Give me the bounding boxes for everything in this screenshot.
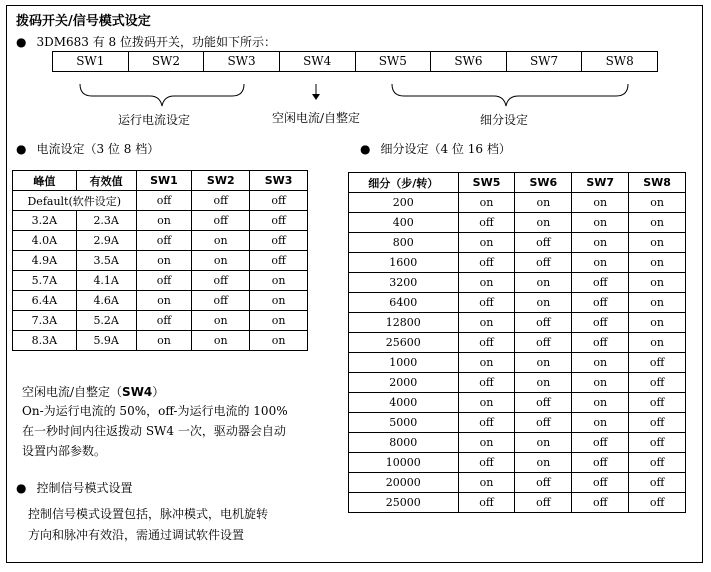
micro-heading-text: 细分设定（4 位 16 档）: [380, 142, 511, 156]
table-cell: off: [629, 373, 686, 393]
switch-cell-sw3: SW3: [204, 52, 280, 71]
table-cell: on: [572, 193, 629, 213]
table-cell: off: [515, 393, 572, 413]
intro-text: 3DM683 有 8 位拨码开关，功能如下所示：: [36, 35, 277, 49]
table-cell: on: [629, 313, 686, 333]
table-cell: on: [629, 293, 686, 313]
bullet-icon: ●: [16, 142, 27, 156]
table-row: [349, 213, 686, 233]
micro-heading: [360, 140, 511, 157]
table-cell: off: [458, 253, 515, 273]
sw4-heading-suffix: ）: [152, 385, 165, 399]
table-cell: off: [515, 253, 572, 273]
table-cell: on: [136, 331, 192, 351]
table-cell: 3.2A: [13, 211, 77, 231]
table-row: [349, 453, 686, 473]
table-cell: on: [515, 453, 572, 473]
table-row: [13, 191, 308, 211]
switch-cell-sw8: SW8: [605, 54, 634, 68]
col-header: SW2: [192, 171, 250, 191]
col-header: 细分（步/转）: [349, 173, 459, 193]
table-cell: Default(软件设定): [13, 191, 137, 211]
page-title: 拨码开关/信号模式设定: [16, 14, 151, 29]
table-cell: 1600: [349, 253, 459, 273]
table-cell: off: [136, 191, 192, 211]
sw4-heading-prefix: 空闲电流/自整定（: [22, 385, 123, 399]
table-cell: on: [629, 233, 686, 253]
col-header: 峰值: [13, 171, 77, 191]
col-header: 有效值: [76, 171, 136, 191]
table-cell: 25000: [349, 493, 459, 513]
table-cell: 4.0A: [13, 231, 77, 251]
table-cell: on: [515, 273, 572, 293]
table-cell: off: [250, 191, 308, 211]
table-row: [13, 311, 308, 331]
table-cell: off: [458, 453, 515, 473]
table-cell: off: [515, 313, 572, 333]
col-header: SW6: [515, 173, 572, 193]
table-cell: 2000: [349, 373, 459, 393]
table-cell: off: [629, 493, 686, 513]
table-row: [349, 273, 686, 293]
table-row: [349, 493, 686, 513]
table-cell: 1000: [349, 353, 459, 373]
table-cell: off: [192, 291, 250, 311]
col-header: SW8: [629, 173, 686, 193]
table-cell: on: [136, 251, 192, 271]
table-cell: off: [515, 413, 572, 433]
table-row: [13, 291, 308, 311]
col-header: SW1: [136, 171, 192, 191]
table-cell: 10000: [349, 453, 459, 473]
switch-cell-sw6: SW6: [431, 52, 507, 71]
col-header: SW5: [458, 173, 515, 193]
table-cell: on: [458, 273, 515, 293]
bullet-icon: ●: [16, 481, 27, 495]
table-cell: on: [572, 413, 629, 433]
table-row: [349, 193, 686, 213]
table-cell: off: [629, 353, 686, 373]
table-row: [349, 353, 686, 373]
switch-cell-sw5: SW5: [356, 52, 432, 71]
table-cell: 12800: [349, 313, 459, 333]
table-cell: 200: [349, 193, 459, 213]
table-cell: on: [458, 313, 515, 333]
table-cell: off: [192, 211, 250, 231]
table-cell: off: [629, 413, 686, 433]
col-header: SW7: [572, 173, 629, 193]
table-cell: off: [136, 231, 192, 251]
table-cell: off: [458, 493, 515, 513]
table-cell: 7.3A: [13, 311, 77, 331]
table-row: [13, 211, 308, 231]
table-cell: off: [629, 473, 686, 493]
table-cell: 6.4A: [13, 291, 77, 311]
micro-table-body: [349, 193, 686, 513]
table-cell: 3200: [349, 273, 459, 293]
table-cell: on: [250, 331, 308, 351]
table-cell: 5.2A: [76, 311, 136, 331]
table-row: [13, 231, 308, 251]
table-cell: off: [250, 211, 308, 231]
table-cell: on: [458, 353, 515, 373]
table-row: [349, 313, 686, 333]
table-cell: 4.6A: [76, 291, 136, 311]
table-cell: off: [515, 473, 572, 493]
table-cell: on: [515, 193, 572, 213]
signal-line-1: 控制信号模式设置包括，脉冲模式，电机旋转: [28, 507, 269, 521]
table-row: [349, 233, 686, 253]
table-cell: off: [572, 333, 629, 353]
table-cell: on: [629, 213, 686, 233]
table-cell: off: [629, 453, 686, 473]
table-cell: off: [458, 413, 515, 433]
sw4-heading-bold: SW4: [122, 385, 153, 399]
table-cell: on: [136, 291, 192, 311]
table-cell: on: [629, 273, 686, 293]
table-cell: on: [515, 373, 572, 393]
current-heading: [16, 140, 159, 157]
signal-heading: [16, 479, 133, 496]
signal-heading-text: 控制信号模式设置: [36, 481, 133, 495]
table-cell: on: [136, 211, 192, 231]
table-cell: on: [572, 213, 629, 233]
table-cell: on: [458, 393, 515, 413]
table-cell: on: [515, 433, 572, 453]
table-row: [349, 373, 686, 393]
table-row: [349, 433, 686, 453]
table-cell: 2.3A: [76, 211, 136, 231]
table-cell: on: [572, 253, 629, 273]
table-cell: 3.5A: [76, 251, 136, 271]
table-cell: on: [572, 233, 629, 253]
table-cell: off: [192, 271, 250, 291]
col-header: SW3: [250, 171, 308, 191]
table-row: [13, 251, 308, 271]
table-row: [349, 413, 686, 433]
sw4-line-2: 在一秒时间内往返拨动 SW4 一次，驱动器会自动: [22, 424, 286, 438]
table-cell: on: [458, 473, 515, 493]
brace-micro: [392, 84, 628, 106]
table-row: [349, 293, 686, 313]
micro-table: [348, 172, 686, 513]
table-cell: off: [458, 373, 515, 393]
switch-cell-sw4: SW4: [280, 52, 356, 71]
table-cell: on: [192, 231, 250, 251]
current-table-body: [13, 191, 308, 351]
table-cell: 4000: [349, 393, 459, 413]
table-cell: off: [629, 393, 686, 413]
table-cell: off: [136, 271, 192, 291]
table-cell: off: [572, 493, 629, 513]
table-cell: on: [458, 433, 515, 453]
table-cell: off: [572, 273, 629, 293]
bullet-icon: ●: [360, 142, 371, 156]
table-cell: on: [515, 293, 572, 313]
table-cell: 8000: [349, 433, 459, 453]
table-cell: off: [458, 333, 515, 353]
table-cell: off: [515, 333, 572, 353]
table-cell: 5.7A: [13, 271, 77, 291]
arrow-sw4-head: [312, 94, 320, 100]
table-cell: 25600: [349, 333, 459, 353]
sw4-line-1: On-为运行电流的 50%，off-为运行电流的 100%: [22, 404, 288, 418]
bullet-icon: ●: [16, 35, 27, 49]
table-cell: off: [250, 251, 308, 271]
table-row: [349, 333, 686, 353]
table-cell: off: [250, 231, 308, 251]
table-cell: off: [458, 213, 515, 233]
table-cell: off: [572, 473, 629, 493]
table-cell: off: [192, 191, 250, 211]
table-cell: on: [572, 393, 629, 413]
micro-header-row: [349, 173, 686, 193]
table-cell: 6400: [349, 293, 459, 313]
table-row: [13, 331, 308, 351]
table-cell: on: [192, 251, 250, 271]
table-row: [349, 253, 686, 273]
table-cell: off: [515, 233, 572, 253]
table-row: [349, 473, 686, 493]
table-cell: on: [515, 353, 572, 373]
group-braces: [0, 0, 711, 120]
table-cell: off: [458, 293, 515, 313]
table-cell: on: [572, 373, 629, 393]
table-row: [349, 393, 686, 413]
table-cell: 20000: [349, 473, 459, 493]
table-cell: 2.9A: [76, 231, 136, 251]
switch-cell-sw7: SW7: [507, 52, 583, 71]
table-cell: on: [515, 213, 572, 233]
table-cell: on: [572, 353, 629, 373]
table-cell: off: [629, 433, 686, 453]
table-cell: on: [192, 311, 250, 331]
table-cell: off: [572, 453, 629, 473]
group-label-current: 运行电流设定: [118, 113, 191, 127]
table-cell: on: [250, 311, 308, 331]
table-cell: on: [458, 233, 515, 253]
table-cell: on: [629, 333, 686, 353]
current-table: [12, 170, 308, 351]
table-row: [13, 271, 308, 291]
current-heading-text: 电流设定（3 位 8 档）: [36, 142, 160, 156]
current-header-row: [13, 171, 308, 191]
table-cell: 5000: [349, 413, 459, 433]
table-cell: 4.9A: [13, 251, 77, 271]
brace-current: [80, 84, 244, 106]
table-cell: on: [250, 271, 308, 291]
table-cell: off: [572, 293, 629, 313]
table-cell: off: [136, 311, 192, 331]
table-cell: off: [572, 433, 629, 453]
table-cell: 400: [349, 213, 459, 233]
table-cell: off: [515, 493, 572, 513]
table-cell: 4.1A: [76, 271, 136, 291]
group-label-micro: 细分设定: [480, 113, 529, 127]
group-label-idle: 空闲电流/自整定: [272, 111, 361, 125]
table-cell: on: [629, 253, 686, 273]
table-cell: on: [250, 291, 308, 311]
switch-cell-sw2: SW2: [129, 52, 205, 71]
signal-line-2: 方向和脉冲有效沿，需通过调试软件设置: [28, 528, 245, 542]
sw4-heading: [22, 383, 164, 401]
table-cell: on: [629, 193, 686, 213]
table-cell: on: [458, 193, 515, 213]
table-cell: 800: [349, 233, 459, 253]
switch-cell-sw1: SW1: [53, 52, 129, 71]
table-cell: 5.9A: [76, 331, 136, 351]
table-cell: on: [192, 331, 250, 351]
sw4-line-3: 设置内部参数。: [22, 444, 107, 458]
table-cell: 8.3A: [13, 331, 77, 351]
table-cell: off: [572, 313, 629, 333]
